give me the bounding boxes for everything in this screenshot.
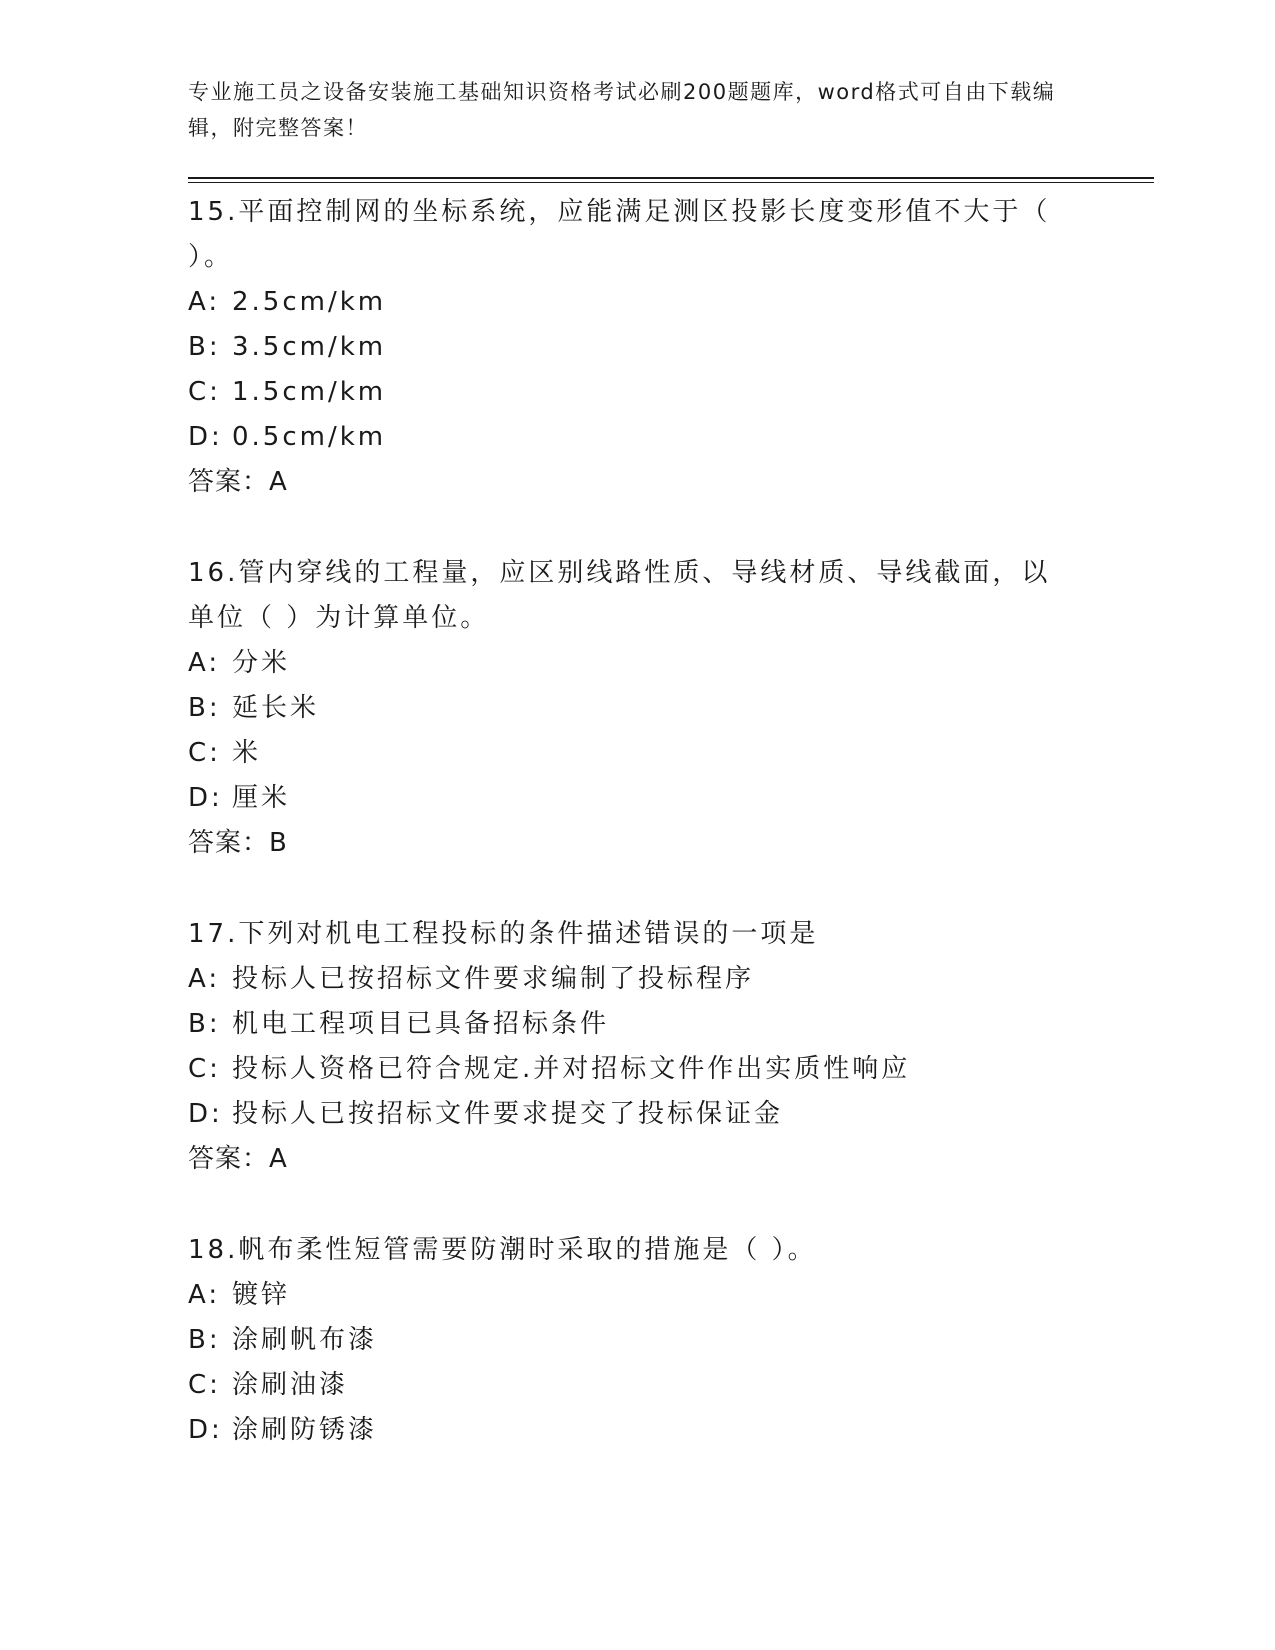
answer-line: 答案：B (188, 828, 288, 858)
option-text: 分米 (232, 648, 291, 678)
option-text: 投标人已按招标文件要求提交了投标保证金 (232, 1099, 784, 1129)
option-text: 镀锌 (232, 1280, 291, 1310)
option-text: 涂刷帆布漆 (232, 1325, 378, 1355)
option-key: D: (188, 783, 223, 813)
option-text: 涂刷油漆 (232, 1370, 349, 1400)
option-b (188, 1002, 1068, 1047)
option-text: 机电工程项目已具备招标条件 (232, 1009, 610, 1039)
question-18 (188, 1228, 1068, 1453)
option-key: B: (188, 693, 221, 723)
option-c (188, 731, 1068, 776)
option-key: A: (188, 1280, 221, 1310)
option-c (188, 1363, 1068, 1408)
option-text: 2.5cm/km (232, 287, 387, 317)
option-c (188, 370, 1068, 415)
option-b (188, 686, 1068, 731)
question-text: 18.帆布柔性短管需要防潮时采取的措施是（ ）。 (188, 1235, 817, 1265)
option-key: D: (188, 422, 223, 452)
option-b (188, 325, 1068, 370)
header-divider-thick (188, 177, 1154, 179)
option-text: 米 (232, 738, 262, 768)
option-a (188, 641, 1068, 686)
option-text: 投标人已按招标文件要求编制了投标程序 (232, 964, 755, 994)
option-key: D: (188, 1099, 223, 1129)
question-text: 15.平面控制网的坐标系统，应能满足测区投影长度变形值不大于（ ）。 (188, 197, 1051, 272)
answer-line: 答案：A (188, 467, 288, 497)
document-header: 专业施工员之设备安装施工基础知识资格考试必刷200题题库，word格式可自由下载编辑，附完整答案！ (188, 80, 1056, 140)
option-key: C: (188, 377, 221, 407)
option-key: B: (188, 1009, 221, 1039)
option-key: A: (188, 648, 221, 678)
option-key: D: (188, 1415, 223, 1445)
option-key: B: (188, 332, 221, 362)
question-text: 17.下列对机电工程投标的条件描述错误的一项是 (188, 919, 819, 949)
question-text: 16.管内穿线的工程量，应区别线路性质、导线材质、导线截面，以单位（ ）为计算单位。 (188, 558, 1051, 633)
option-a (188, 280, 1068, 325)
option-key: A: (188, 964, 221, 994)
question-17 (188, 912, 1068, 1182)
option-d (188, 1092, 1068, 1137)
question-16 (188, 551, 1068, 866)
option-d (188, 415, 1068, 460)
option-text: 延长米 (232, 693, 320, 723)
option-text: 厘米 (232, 783, 291, 813)
option-text: 投标人资格已符合规定.并对招标文件作出实质性响应 (232, 1054, 911, 1084)
option-key: C: (188, 1370, 221, 1400)
option-c (188, 1047, 1068, 1092)
answer-line: 答案：A (188, 1144, 288, 1174)
question-15 (188, 190, 1068, 505)
option-key: C: (188, 1054, 221, 1084)
option-d (188, 776, 1068, 821)
option-key: A: (188, 287, 221, 317)
option-key: C: (188, 738, 221, 768)
option-text: 涂刷防锈漆 (232, 1415, 378, 1445)
option-text: 1.5cm/km (232, 377, 387, 407)
option-key: B: (188, 1325, 221, 1355)
option-text: 3.5cm/km (232, 332, 387, 362)
header-divider-thin (188, 182, 1154, 183)
option-text: 0.5cm/km (232, 422, 387, 452)
option-d (188, 1408, 1068, 1453)
question-list (188, 190, 1068, 1499)
option-b (188, 1318, 1068, 1363)
option-a (188, 957, 1068, 1002)
option-a (188, 1273, 1068, 1318)
